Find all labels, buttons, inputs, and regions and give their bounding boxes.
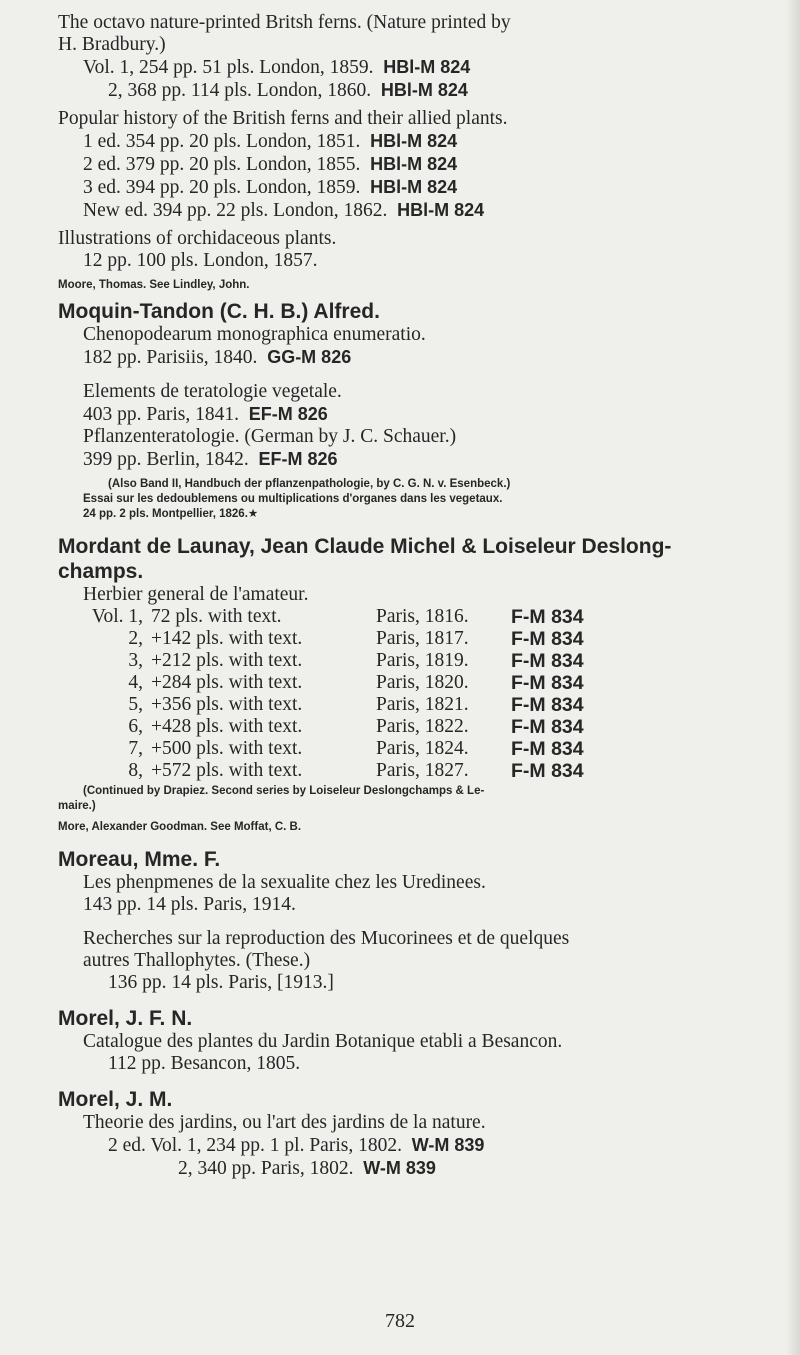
moquin-t1-detail [58,346,778,369]
shelf-mark: HBl-M 824 [380,80,468,100]
volume-place-date: Paris, 1824. [376,738,469,759]
mordant-note-line2: maire.) [58,800,96,812]
volume-plates: +500 pls. with text. [151,738,303,759]
volume-number: Vol. 1, [91,606,143,627]
mordant-note-line1: (Continued by Drapiez. Second series by Loiseleur Deslongchamps & Le- [83,785,485,797]
orchid-title: Illustrations of orchidaceous plants. [58,228,337,249]
volume-row [83,760,584,782]
volume-place-date: Paris, 1817. [376,628,469,649]
author-morel-jfn: Morel, J. F. N. [58,1007,193,1030]
volume-row [83,716,584,738]
herbier-title: Herbier general de l'amateur. [83,584,309,605]
popular-ednew [58,199,778,222]
ed3-text: 3 ed. 394 pp. 20 pls. London, 1859. [83,177,361,198]
shelf-mark: F-M 834 [511,716,584,738]
volume-number: 5, [128,694,143,715]
shelf-mark: F-M 834 [511,650,584,672]
shelf-mark: W-M 839 [363,1158,436,1178]
volume-plates: +356 pls. with text. [151,694,303,715]
moreau-t2-detail: 136 pp. 14 pls. Paris, [1913.] [108,972,334,993]
volume-number: 3, [128,650,143,671]
shelf-mark: EF-M 826 [258,449,338,469]
volume-row [83,628,584,650]
moquin-t3-detail-text: 399 pp. Berlin, 1842. [83,449,249,470]
volume-row [83,650,584,672]
volume-number: 4, [128,672,143,693]
volume-place-date: Paris, 1821. [376,694,469,715]
shelf-mark: F-M 834 [511,606,584,628]
volume-plates: 72 pls. with text. [151,606,282,627]
volume-place-date: Paris, 1827. [376,760,469,781]
volume-number: 7, [128,738,143,759]
bradbury-vol1-text: Vol. 1, 254 pp. 51 pls. London, 1859. [83,57,374,78]
shelf-mark: F-M 834 [511,738,584,760]
orchid-detail: 12 pp. 100 pls. London, 1857. [83,250,318,271]
popular-history-title: Popular history of the British ferns and their allied plants. [58,108,508,129]
shelf-mark: F-M 834 [511,672,584,694]
volume-number: 6, [128,716,143,737]
volume-number: 2, [128,628,143,649]
ed2-text: 2 ed. 379 pp. 20 pls. London, 1855. [83,154,361,175]
ednew-text: New ed. 394 pp. 22 pls. London, 1862. [83,200,388,221]
moreau-t1-detail: 143 pp. 14 pls. Paris, 1914. [83,894,296,915]
shelf-mark: HBl-M 824 [397,200,485,220]
moquin-t3-note: (Also Band II, Handbuch der pflanzenpathologie, by C. G. N. v. Esenbeck.) [108,478,511,490]
shelf-mark: W-M 839 [411,1135,485,1155]
shelf-mark: F-M 834 [511,760,584,782]
shelf-mark: GG-M 826 [267,347,352,367]
moquin-t1: Chenopodearum monographica enumeratio. [83,324,426,345]
shelf-mark: EF-M 826 [248,404,328,424]
author-moreau: Moreau, Mme. F. [58,848,221,871]
popular-ed1 [58,130,778,153]
shelf-mark: HBl-M 824 [370,177,458,197]
catalogue-page [58,12,778,1180]
volume-place-date: Paris, 1816. [376,606,469,627]
popular-ed2 [58,153,778,176]
moquin-t2-detail [58,403,778,426]
bradbury-vol1 [58,56,778,79]
herbier-volumes-table [83,606,584,782]
author-mordant-line1: Mordant de Launay, Jean Claude Michel & Loiseleur Deslong- [58,535,672,558]
moquin-t1-detail-text: 182 pp. Parisiis, 1840. [83,347,258,368]
volume-place-date: Paris, 1819. [376,650,469,671]
shelf-mark: F-M 834 [511,628,584,650]
moreau-t1: Les phenpmenes de la sexualite chez les Uredinees. [83,872,486,893]
author-mordant-line2: champs. [58,560,144,583]
volume-plates: +284 pls. with text. [151,672,303,693]
shelf-mark: F-M 834 [511,694,584,716]
volume-row [83,672,584,694]
page-edge-shadow [786,0,800,1355]
moquin-t2: Elements de teratologie vegetale. [83,381,342,402]
morel-jm-t1: Theorie des jardins, ou l'art des jardins de la nature. [83,1112,486,1133]
volume-plates: +212 pls. with text. [151,650,303,671]
morel-jm-v1-text: 2 ed. Vol. 1, 234 pp. 1 pl. Paris, 1802. [108,1135,402,1156]
volume-plates: +142 pls. with text. [151,628,303,649]
popular-ed3 [58,176,778,199]
morel-jm-v1 [58,1134,778,1157]
bradbury-vol2-text: 2, 368 pp. 114 pls. London, 1860. [108,80,372,101]
volume-plates: +428 pls. with text. [151,716,303,737]
author-morel-jm: Morel, J. M. [58,1088,173,1111]
morel-jm-v2 [58,1157,778,1180]
shelf-mark: HBl-M 824 [383,57,471,77]
morel-jm-v2-text: 2, 340 pp. Paris, 1802. [178,1158,354,1179]
essai-line1: Essai sur les dedoublemens ou multiplications d'organes dans les vegetaux. [83,493,503,505]
volume-place-date: Paris, 1822. [376,716,469,737]
moreau-t2-line2: autres Thallophytes. (These.) [83,950,311,971]
moquin-t3: Pflanzenteratologie. (German by J. C. Schauer.) [83,426,457,447]
volume-row [83,738,584,760]
bradbury-vol2 [58,79,778,102]
ed1-text: 1 ed. 354 pp. 20 pls. London, 1851. [83,131,361,152]
morel-jfn-t1-detail: 112 pp. Besancon, 1805. [108,1053,301,1074]
page-number: 782 [385,1310,415,1332]
volume-plates: +572 pls. with text. [151,760,303,781]
bradbury-title-line1: The octavo nature-printed Britsh ferns. (Nature printed by [58,12,511,33]
shelf-mark: HBl-M 824 [370,131,458,151]
moore-cross-reference: Moore, Thomas. See Lindley, John. [58,279,250,291]
more-cross-reference: More, Alexander Goodman. See Moffat, C. B. [58,821,302,833]
essai-line2: 24 pp. 2 pls. Montpellier, 1826.★ [83,508,259,520]
volume-row [83,606,584,628]
moquin-t3-detail [58,448,778,471]
moquin-t2-detail-text: 403 pp. Paris, 1841. [83,404,239,425]
volume-row [83,694,584,716]
volume-place-date: Paris, 1820. [376,672,469,693]
author-moquin-tandon: Moquin-Tandon (C. H. B.) Alfred. [58,300,380,323]
volume-number: 8, [128,760,143,781]
bradbury-title-line2: H. Bradbury.) [58,34,166,55]
moreau-t2-line1: Recherches sur la reproduction des Mucorinees et de quelques [83,928,570,949]
morel-jfn-t1: Catalogue des plantes du Jardin Botanique etabli a Besancon. [83,1031,563,1052]
shelf-mark: HBl-M 824 [370,154,458,174]
